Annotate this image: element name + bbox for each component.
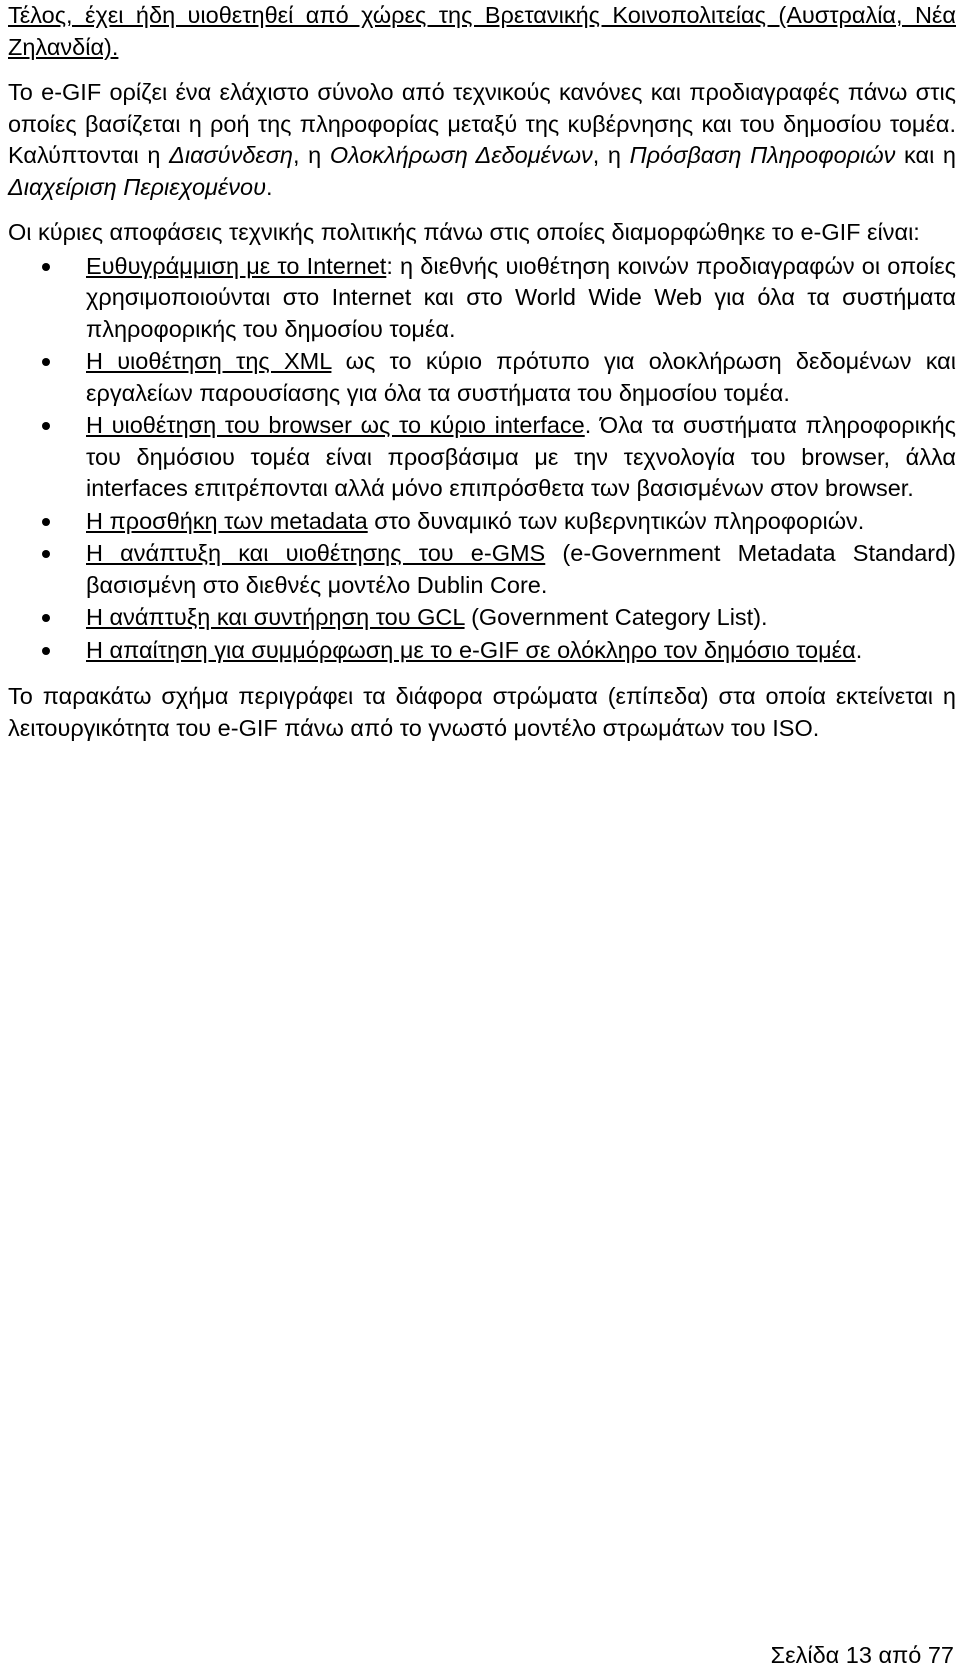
list-item-heading: Η απαίτηση για συμμόρφωση με το e-GIF σε ολόκληρο τον δημόσιο τομέα — [86, 636, 856, 663]
list-item — [8, 346, 956, 409]
list-item-text: : η διεθνής υιοθέτηση κοινών προδιαγραφών οι οποίες χρησιμοποιούνται στο Internet και στο World Wide Web για όλα τα συστήματα πληροφορικής του δημοσίου τομέα. — [86, 252, 956, 342]
sentence-end: . — [266, 173, 273, 200]
list-item-text: (e-Government Metadata Standard) βασισμένη στο διεθνές μοντέλο Dublin Core. — [86, 540, 957, 598]
bullet-icon — [42, 263, 50, 271]
term-information-access: Πρόσβαση Πληροφοριών — [629, 142, 896, 168]
term-content-management: Διαχείριση Περιεχομένου — [8, 173, 266, 200]
list-item-heading: Η υιοθέτηση του browser ως το κύριο interface — [86, 412, 585, 438]
bullet-icon — [42, 358, 50, 366]
list-item — [8, 602, 956, 634]
paragraph-key-decisions-text: Οι κύριες αποφάσεις τεχνικής πολιτικής πάνω στις οποίες διαμορφώθηκε το e-GIF είναι: — [8, 219, 920, 245]
list-item-text: στο δυναμικό των κυβερνητικών πληροφοριών. — [367, 507, 865, 534]
paragraph-egif-definition — [8, 77, 956, 203]
paragraph-commonwealth-text: Τέλος, έχει ήδη υιοθετηθεί από χώρες της Βρετανικής Κοινοπολιτείας (Αυστραλία, Νέα Ζηλανδία). — [8, 2, 956, 60]
separator-text: και η — [895, 142, 956, 168]
list-item-heading: Η προσθήκη των metadata — [86, 507, 368, 534]
list-item — [8, 506, 956, 538]
list-item — [8, 251, 956, 346]
paragraph-egif-definition-text: Το e-GIF ορίζει ένα ελάχιστο σύνολο από τεχνικούς κανόνες και προδιαγραφές πάνω στις οποίες βασίζεται η ροή της πληροφορίας μεταξύ της κυβέρνησης και του δημοσίου τομέα. Καλύπτονται η — [8, 79, 956, 168]
term-interconnection: Διασύνδεση — [169, 142, 293, 168]
separator-text: , η — [592, 142, 630, 168]
list-item — [8, 635, 956, 667]
document-page — [8, 0, 956, 744]
list-item-text: . Όλα τα συστήματα πληροφορικής του δημόσιου τομέα είναι προσβάσιμα με την τεχνολογία του browser, άλλα interfaces επιτρέπονται αλλά μόνο επιπρόσθετα των βασισμένων στον browser. — [86, 412, 956, 501]
paragraph-layers-figure-intro — [8, 681, 956, 744]
page-number: Σελίδα 13 από 77 — [770, 1642, 954, 1668]
bullet-icon — [42, 550, 50, 558]
paragraph-key-decisions — [8, 217, 956, 249]
list-item-heading: Η ανάπτυξη και υιοθέτησης του e-GMS — [86, 540, 546, 566]
bullet-icon — [42, 614, 50, 622]
separator-text: , η — [292, 142, 330, 168]
term-data-integration: Ολοκλήρωση Δεδομένων — [329, 142, 593, 168]
list-item-heading: Η υιοθέτηση της XML — [86, 348, 332, 374]
list-item-text: . — [855, 636, 863, 663]
list-item-heading: Η ανάπτυξη και συντήρηση του GCL — [86, 604, 465, 630]
list-item-text: ως το κύριο πρότυπο για ολοκλήρωση δεδομένων και εργαλείων παρουσίασης για όλα τα συστήματα του δημοσίου τομέα. — [86, 348, 956, 406]
paragraph-layers-figure-intro-text: Το παρακάτω σχήμα περιγράφει τα διάφορα στρώματα (επίπεδα) στα οποία εκτείνεται η λειτουργικότητα του e-GIF πάνω από το γνωστό μοντέλο στρωμάτων του ISO. — [8, 683, 956, 741]
list-item-text: (Government Category List). — [464, 604, 768, 630]
list-item — [8, 538, 956, 601]
decisions-list — [8, 251, 956, 667]
bullet-icon — [42, 647, 50, 655]
bullet-icon — [42, 518, 50, 526]
list-item — [8, 410, 956, 505]
bullet-icon — [42, 422, 50, 430]
paragraph-commonwealth — [8, 0, 956, 63]
list-item-heading: Ευθυγράμμιση με το Internet — [86, 252, 387, 279]
